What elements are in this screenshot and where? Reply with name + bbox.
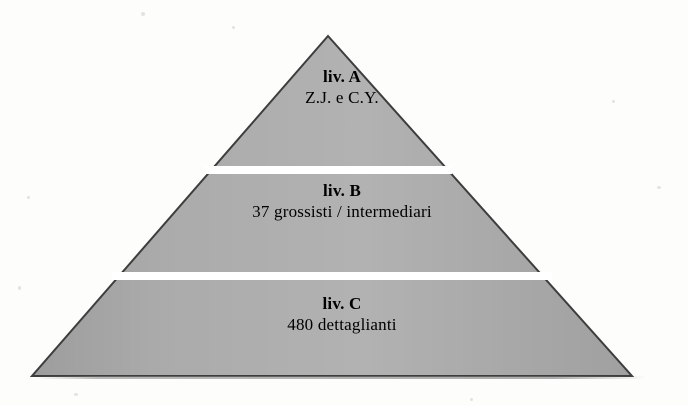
scan-speck <box>470 398 473 401</box>
scan-speck <box>141 12 145 16</box>
tier-c-value: 480 dettaglianti <box>287 315 397 335</box>
tier-b-label: liv. B <box>322 181 362 200</box>
tier-a-value: Z.J. e C.Y. <box>305 88 379 108</box>
tier-b-value: 37 grossisti / intermediari <box>252 202 432 222</box>
baseline-shadow <box>36 376 646 379</box>
tier-a-label: liv. A <box>322 67 362 86</box>
divider-a-b <box>204 166 452 174</box>
divider-b-c <box>112 272 552 280</box>
scan-speck <box>18 286 21 290</box>
pyramid-tier-a <box>217 66 467 109</box>
pyramid-tier-c <box>132 293 552 336</box>
tier-c-label: liv. C <box>322 294 362 313</box>
pyramid-diagram <box>28 28 656 378</box>
scan-speck <box>657 186 661 189</box>
pyramid-tier-b <box>132 180 552 223</box>
scan-speck <box>74 393 78 396</box>
